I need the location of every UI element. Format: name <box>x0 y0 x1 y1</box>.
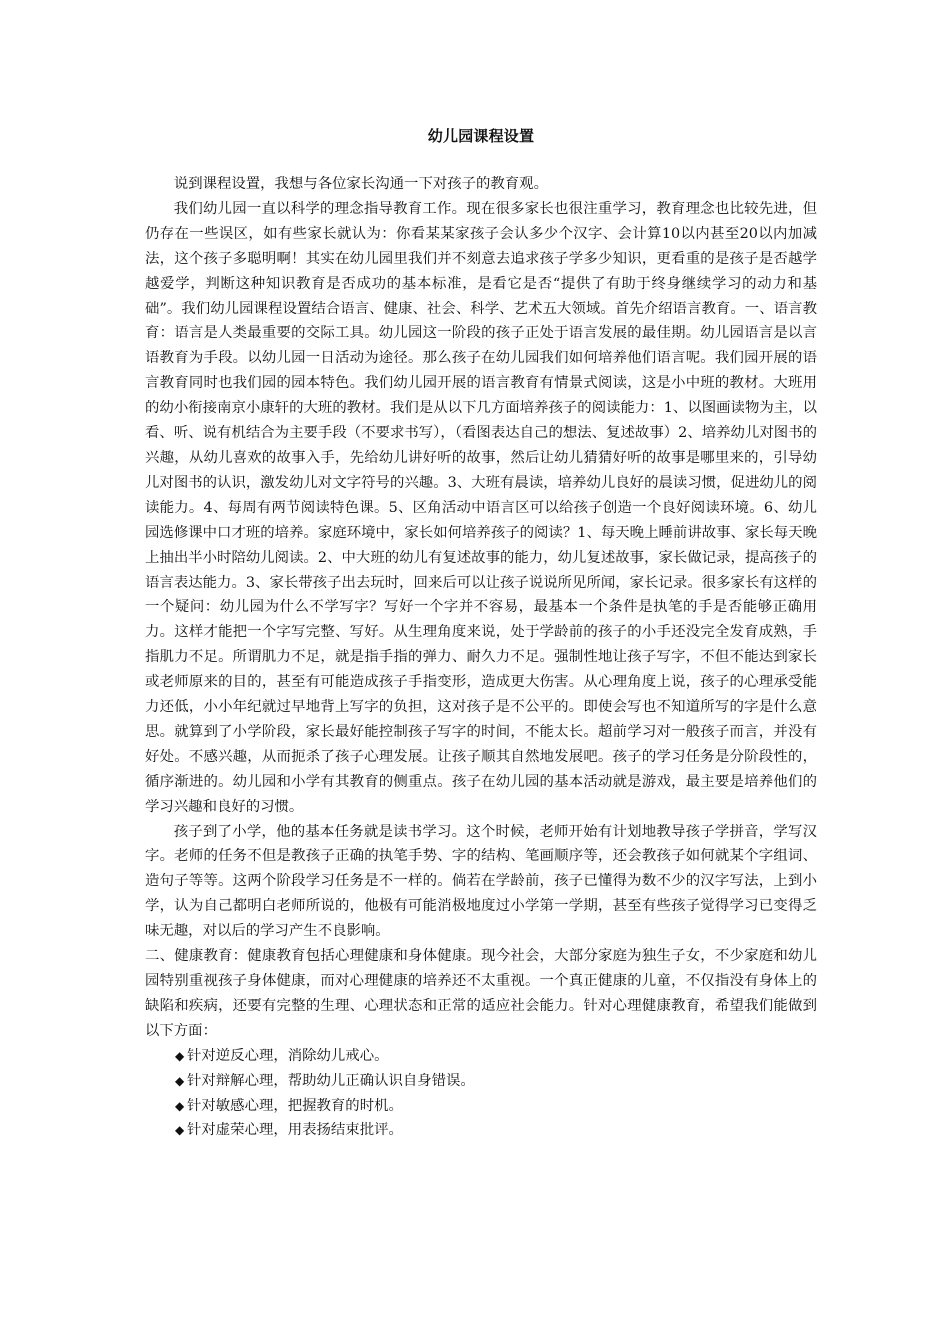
diamond-bullet-icon: ◆ <box>175 1123 185 1138</box>
diamond-bullet-icon: ◆ <box>175 1073 185 1088</box>
language-education-paragraph: 我们幼儿园一直以科学的理念指导教育工作。现在很多家长也很注重学习，教育理念也比较先进，但仍存在一些误区，如有些家长就认为：你看某某家孩子会认多少个汉字、会计算10以内甚至20以内加减法，这个孩子多聪明啊！其实在幼儿园里我们并不刻意去追求孩子学多少知识，更看重的是孩子是否越学越爱学，判断这种知识教育是否成功的基本标准，是看它是否“提供了有助于终身继续学习的动力和基础”。我们幼儿园课程设置结合语言、健康、社会、科学、艺术五大领域。首先介绍语言教育。一、语言教育：语言是人类最重要的交际工具。幼儿园这一阶段的孩子正处于语言发展的最佳期。幼儿园语言是以言语教育为手段。以幼儿园一日活动为途径。那么孩子在幼儿园我们如何培养他们语言呢。我们园开展的语言教育同时也我们园的园本特色。我们幼儿园开展的语言教育有情景式阅读，这是小中班的教材。大班用的幼小衔接南京小康轩的大班的教材。我们是从以下几方面培养孩子的阅读能力：1、以图画读物为主，以看、听、说有机结合为主要手段（不要求书写），（看图表达自己的想法、复述故事）2、培养幼儿对图书的兴趣，从幼儿喜欢的故事入手，先给幼儿讲好听的故事，然后让幼儿猜猜好听的故事是哪里来的，引导幼儿对图书的认识，激发幼儿对文字符号的兴趣。3、大班有晨读，培养幼儿良好的晨读习惯，促进幼儿的阅读能力。4、每周有两节阅读特色课。5、区角活动中语言区可以给孩子创造一个良好阅读环境。6、幼儿园选修课中口才班的培养。家庭环境中，家长如何培养孩子的阅读？1、每天晚上睡前讲故事、家长每天晚上抽出半小时陪幼儿阅读。2、中大班的幼儿有复述故事的能力，幼儿复述故事，家长做记录，提高孩子的语言表达能力。3、家长带孩子出去玩时，回来后可以让孩子说说所见所闻，家长记录。很多家长有这样的一个疑问：幼儿园为什么不学写字？写好一个字并不容易，最基本一个条件是执笔的手是否能够正确用力。这样才能把一个字写完整、写好。从生理角度来说，处于学龄前的孩子的小手还没完全发育成熟，手指肌力不足。所谓肌力不足，就是指手指的弹力、耐久力不足。强制性地让孩子写字，不但不能达到家长或老师原来的目的，甚至有可能造成孩子手指变形，造成更大伤害。从心理角度上说，孩子的心理承受能力还低，小小年纪就过早地背上写字的负担，这对孩子是不公平的。即使会写也不知道所写的字是什么意思。就算到了小学阶段，家长最好能控制孩子写字的时间，不能太长。超前学习对一般孩子而言，并没有好处。不感兴趣，从而扼杀了孩子心理发展。让孩子顺其自然地发展吧。孩子的学习任务是分阶段性的，循序渐进的。幼儿园和小学有其教育的侧重点。孩子在幼儿园的基本活动就是游戏，最主要是培养他们的学习兴趣和良好的习惯。 <box>145 200 817 815</box>
diamond-bullet-icon: ◆ <box>175 1048 185 1063</box>
health-education-paragraph: 二、健康教育：健康教育包括心理健康和身体健康。现今社会，大部分家庭为独生子女，不少家庭和幼儿园特别重视孩子身体健康，而对心理健康的培养还不太重视。一个真正健康的儿童，不仅指没有身体上的缺陷和疾病，还要有完整的生理、心理状态和正常的适应社会能力。针对心理健康教育，希望我们能做到以下方面： <box>145 948 817 1039</box>
document-body <box>145 124 817 1143</box>
document-title: 幼儿园课程设置 <box>427 127 535 145</box>
intro-paragraph: 说到课程设置，我想与各位家长沟通一下对孩子的教育观。 <box>173 176 548 192</box>
list-item-text: 针对敏感心理，把握教育的时机。 <box>187 1097 403 1114</box>
psychology-bullet-list <box>145 1044 817 1144</box>
list-item <box>145 1044 817 1069</box>
list-item-text: 针对虚荣心理，用表扬结束批评。 <box>187 1122 403 1139</box>
list-item <box>145 1069 817 1094</box>
list-item <box>145 1118 817 1143</box>
list-item-text: 针对辩解心理，帮助幼儿正确认识自身错误。 <box>187 1072 475 1089</box>
diamond-bullet-icon: ◆ <box>175 1098 185 1113</box>
list-item-text: 针对逆反心理，消除幼儿戒心。 <box>187 1047 389 1064</box>
list-item <box>145 1094 817 1119</box>
primary-school-paragraph: 孩子到了小学，他的基本任务就是读书学习。这个时候，老师开始有计划地教导孩子学拼音，学写汉字。老师的任务不但是教孩子正确的执笔手势、字的结构、笔画顺序等，还会教孩子如何就某个字组词、造句子等等。这两个阶段学习任务是不一样的。倘若在学龄前，孩子已懂得为数不少的汉字写法，上到小学，认为自己都明白老师所说的，他极有可能消极地度过小学第一学期，甚至有些孩子觉得学习已变得乏味无趣，对以后的学习产生不良影响。 <box>145 823 817 940</box>
